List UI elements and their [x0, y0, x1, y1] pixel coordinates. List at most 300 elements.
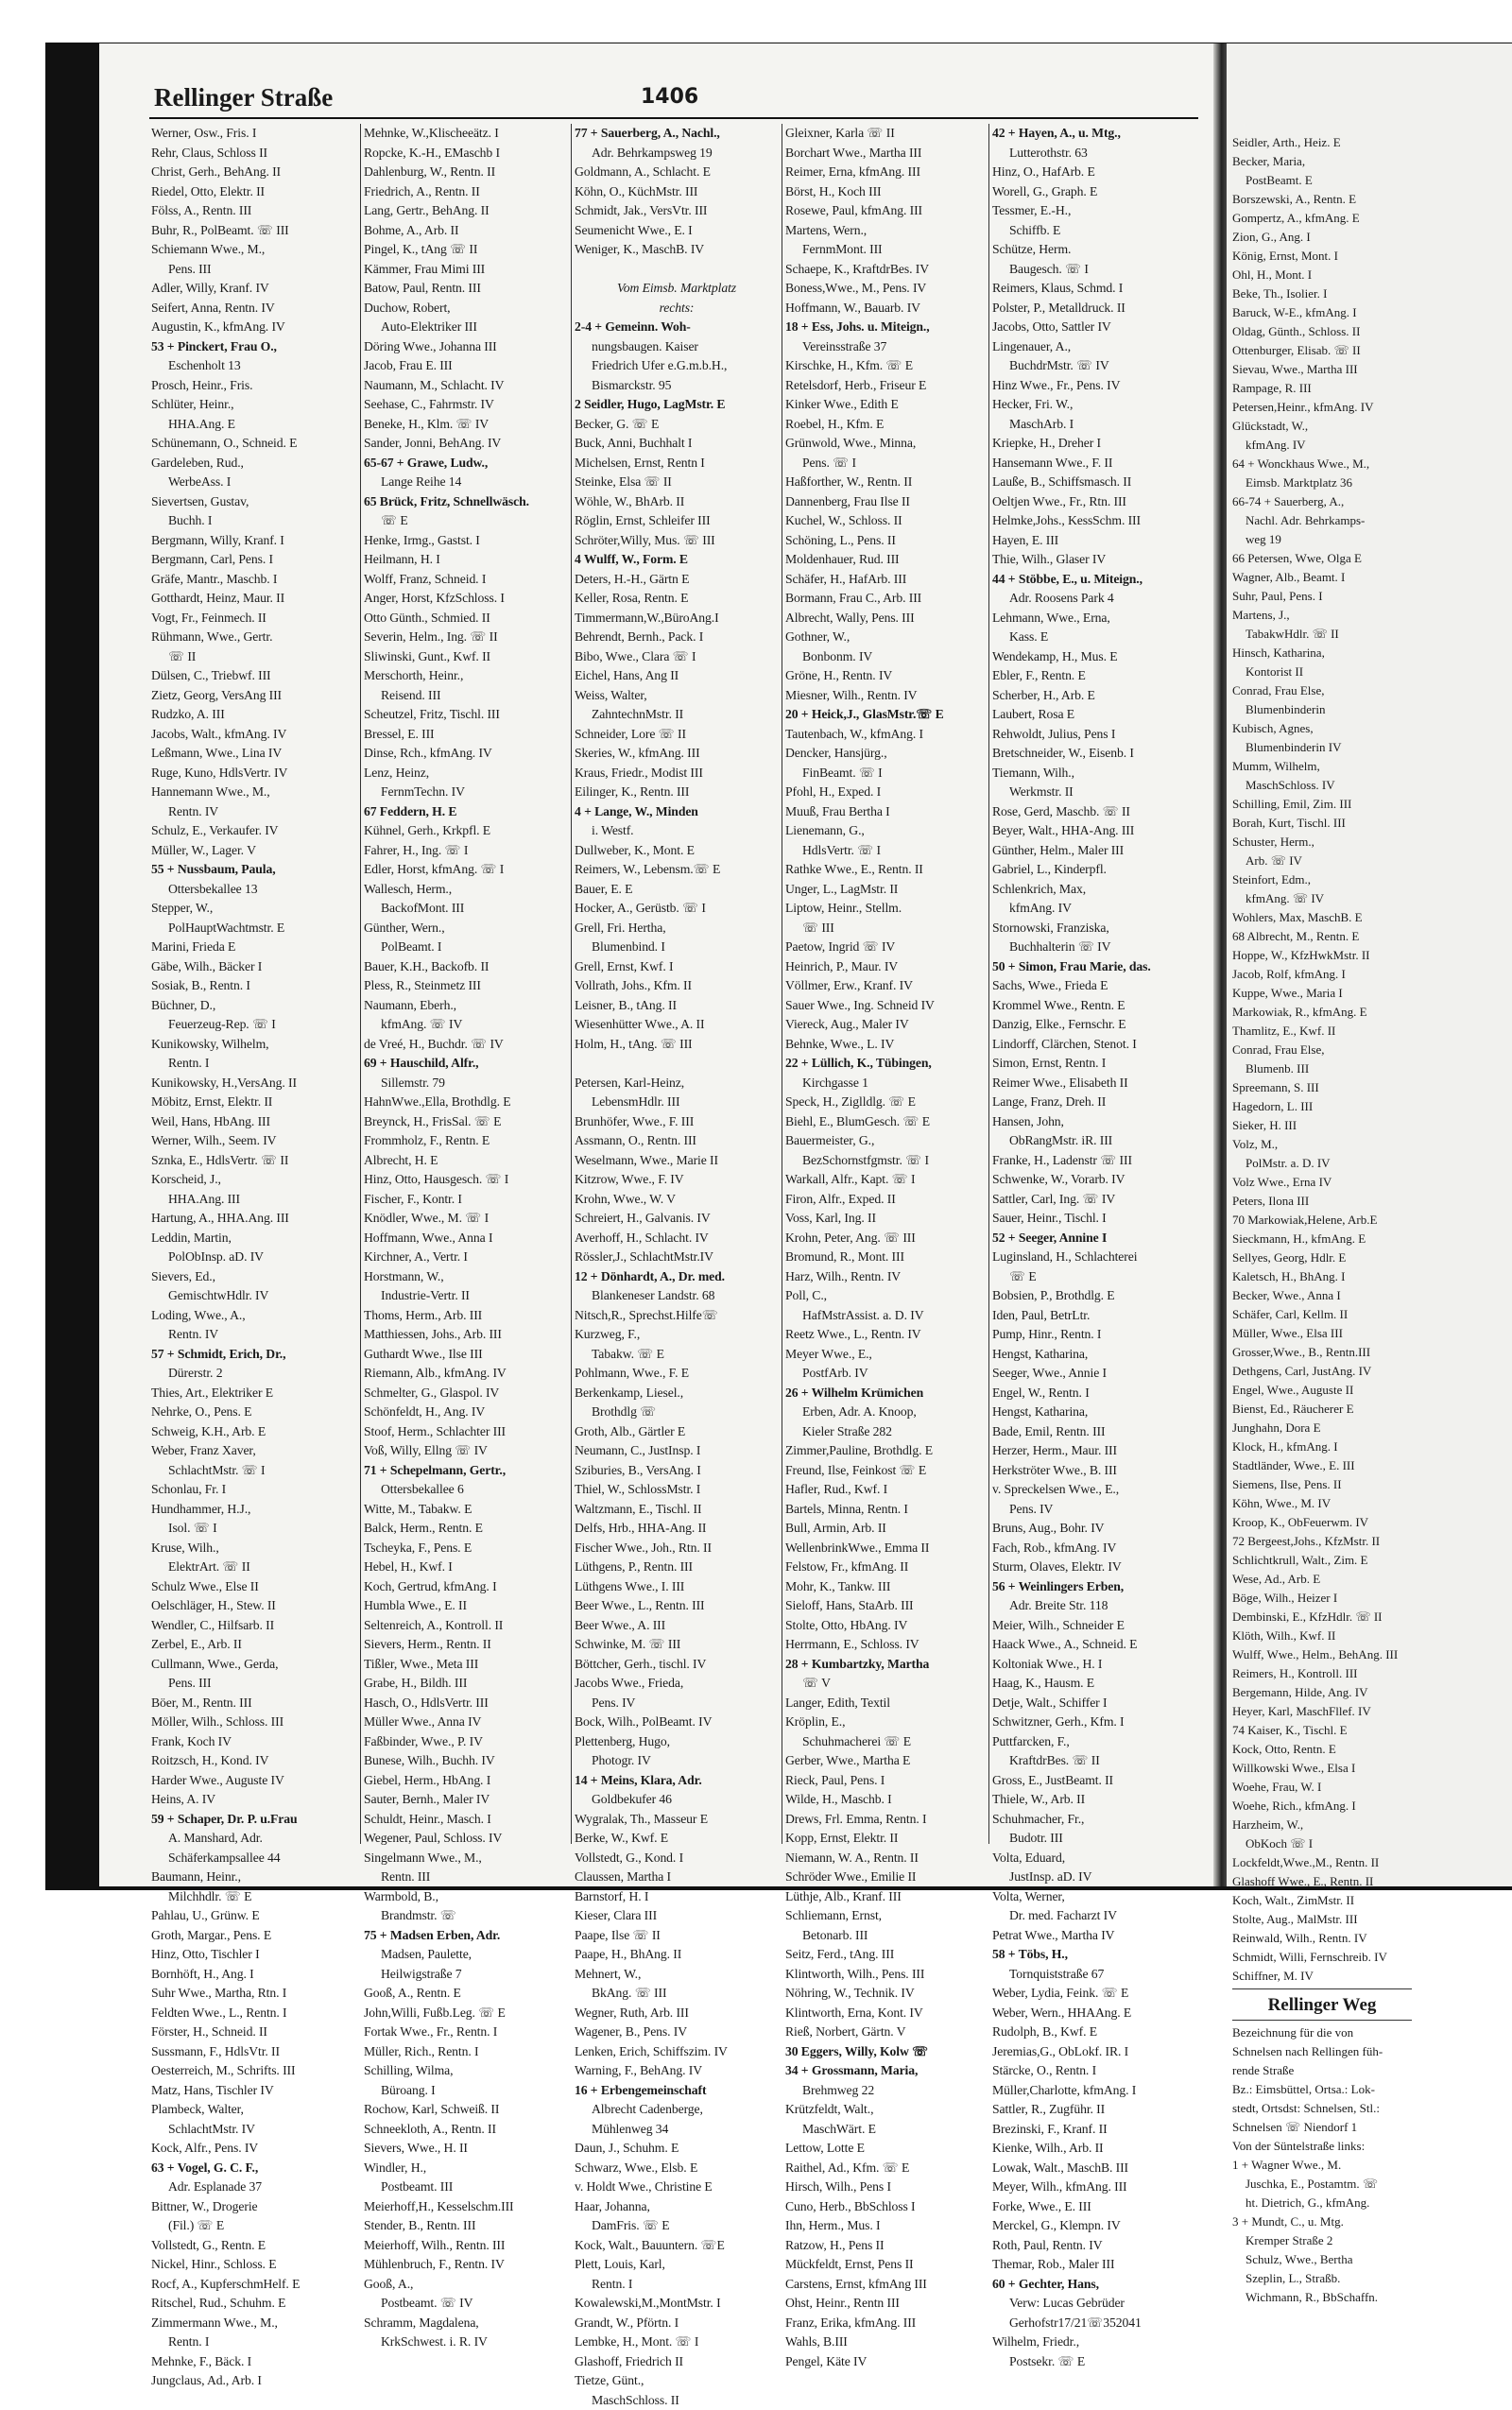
directory-entry: Tscheyka, F., Pens. E — [364, 1539, 568, 1558]
directory-entry: Raithel, Ad., Kfm. ☏ E — [785, 2159, 989, 2178]
directory-entry: Kinker Wwe., Edith E — [785, 395, 989, 415]
directory-entry: Wulff, Wwe., Helm., BehAng. III — [1232, 1645, 1412, 1664]
directory-entry: Adler, Willy, Kranf. IV — [151, 279, 355, 299]
directory-entry: Günther, Wern., — [364, 919, 568, 938]
directory-entry: Scheutzel, Fritz, Tischl. III — [364, 705, 568, 725]
directory-entry: Simon, Ernst, Rentn. I — [992, 1054, 1196, 1074]
directory-entry: Blankeneser Landstr. 68 — [575, 1286, 779, 1306]
directory-entry: Franz, Erika, kfmAng. III — [785, 2314, 989, 2333]
directory-entry: Wegner, Ruth, Arb. III — [575, 2004, 779, 2023]
directory-entry: Zerbel, E., Arb. II — [151, 1635, 355, 1655]
directory-entry: Rochow, Karl, Schweiß. II — [364, 2100, 568, 2120]
directory-entry: Böge, Wilh., Heizer I — [1232, 1589, 1412, 1608]
directory-entry: Gompertz, A., kfmAng. E — [1232, 209, 1412, 228]
directory-entry: Heilwigstraße 7 — [364, 1965, 568, 1985]
directory-entry: Stolte, Otto, HbAng. IV — [785, 1616, 989, 1636]
directory-entry: Klintworth, Wilh., Pens. III — [785, 1965, 989, 1985]
directory-entry: KraftdrBes. ☏ II — [992, 1751, 1196, 1771]
directory-entry: Wöhle, W., BhArb. II — [575, 492, 779, 512]
directory-entry: Bobsien, P., Brothdlg. E — [992, 1286, 1196, 1306]
directory-entry: Petersen, Karl-Heinz, — [575, 1074, 779, 1093]
directory-entry: Schiffner, M. IV — [1232, 1967, 1412, 1986]
directory-entry: Muuß, Frau Bertha I — [785, 802, 989, 822]
directory-entry: Laubert, Rosa E — [992, 705, 1196, 725]
directory-entry: Kunikowsky, H.,VersAng. II — [151, 1074, 355, 1093]
directory-entry: Edler, Horst, kfmAng. ☏ I — [364, 860, 568, 880]
directory-entry: ☏ V — [785, 1674, 989, 1694]
directory-entry: Ritschel, Rud., Schuhm. E — [151, 2294, 355, 2314]
directory-entry: Jungclaus, Ad., Arb. I — [151, 2371, 355, 2391]
directory-entry: Dembinski, E., KfzHdlr. ☏ II — [1232, 1608, 1412, 1627]
directory-entry: Lüthgens Wwe., I. III — [575, 1577, 779, 1597]
directory-entry: Rose, Gerd, Maschb. ☏ II — [992, 802, 1196, 822]
directory-entry: Schilling, Emil, Zim. III — [1232, 795, 1412, 814]
directory-entry: Wolff, Franz, Schneid. I — [364, 570, 568, 590]
directory-entry: Severin, Helm., Ing. ☏ II — [364, 628, 568, 647]
directory-entry: Becker, Wwe., Anna I — [1232, 1286, 1412, 1305]
directory-entry: Nickel, Hinr., Schloss. E — [151, 2255, 355, 2275]
directory-entry: Lauße, B., Schiffsmasch. II — [992, 473, 1196, 492]
directory-entry: WerbeAss. I — [151, 473, 355, 492]
directory-entry: Kirschke, H., Kfm. ☏ E — [785, 356, 989, 376]
directory-entry: Steinfort, Edm., — [1232, 870, 1412, 889]
directory-entry: Luginsland, H., Schlachterei — [992, 1248, 1196, 1267]
directory-entry: Mumm, Wilhelm, — [1232, 757, 1412, 776]
directory-entry: Windler, H., — [364, 2159, 568, 2178]
directory-entry: Vollrath, Johs., Kfm. II — [575, 976, 779, 996]
directory-entry: Herrmann, E., Schloss. IV — [785, 1635, 989, 1655]
directory-entry: Fahrer, H., Ing. ☏ I — [364, 841, 568, 861]
directory-entry: Jacobs Wwe., Frieda, — [575, 1674, 779, 1694]
directory-entry: Dethgens, Carl, JustAng. IV — [1232, 1362, 1412, 1381]
directory-entry: Betonarb. III — [785, 1926, 989, 1946]
directory-entry: Thoms, Herm., Arb. III — [364, 1306, 568, 1326]
directory-entry: Sauer, Heinr., Tischl. I — [992, 1209, 1196, 1229]
directory-entry: Dürerstr. 2 — [151, 1364, 355, 1384]
directory-entry: Hoppe, W., KfzHwkMstr. II — [1232, 946, 1412, 965]
directory-entry: Schramm, Magdalena, — [364, 2314, 568, 2333]
directory-entry: Poll, C., — [785, 1286, 989, 1306]
directory-entry: Nehrke, O., Pens. E — [151, 1403, 355, 1422]
directory-entry: Hoffmann, W., Bauarb. IV — [785, 299, 989, 318]
directory-entry: Grell, Ernst, Kwf. I — [575, 957, 779, 977]
directory-entry: ObRangMstr. iR. III — [992, 1131, 1196, 1151]
directory-entry: Harder Wwe., Auguste IV — [151, 1771, 355, 1791]
directory-entry: Rudolph, B., Kwf. E — [992, 2023, 1196, 2042]
directory-entry: Petrat Wwe., Martha IV — [992, 1926, 1196, 1946]
directory-entry: Bade, Emil, Rentn. III — [992, 1422, 1196, 1442]
directory-column-2 — [364, 124, 568, 2352]
directory-entry: Bauer, E. E — [575, 880, 779, 900]
directory-entry: Müller, W., Lager. V — [151, 841, 355, 861]
directory-entry: 77 + Sauerberg, A., Nachl., — [575, 124, 779, 144]
directory-entry: Krohn, Wwe., W. V — [575, 1190, 779, 1210]
directory-entry: Assmann, O., Rentn. III — [575, 1131, 779, 1151]
directory-entry: Friedrich Ufer e.G.m.b.H., — [575, 356, 779, 376]
directory-entry: Hansen, John, — [992, 1112, 1196, 1132]
directory-entry: 16 + Erbengemeinschaft — [575, 2081, 779, 2101]
directory-entry: 4 Wulff, W., Form. E — [575, 550, 779, 570]
directory-entry: Kroop, K., ObFeuerwm. IV — [1232, 1513, 1412, 1532]
directory-entry: Grosser,Wwe., B., Rentn.III — [1232, 1343, 1412, 1362]
directory-entry: Grabe, H., Bildh. III — [364, 1674, 568, 1694]
directory-entry: Stornowski, Franziska, — [992, 919, 1196, 938]
directory-entry: Heyer, Karl, MaschFllef. IV — [1232, 1702, 1412, 1721]
directory-entry: A. Manshard, Adr. — [151, 1829, 355, 1849]
directory-entry: Thamlitz, E., Kwf. II — [1232, 1022, 1412, 1041]
directory-entry: Dannenberg, Frau Ilse II — [785, 492, 989, 512]
directory-entry: Plettenberg, Hugo, — [575, 1732, 779, 1752]
directory-entry: Hayen, E. III — [992, 531, 1196, 551]
directory-entry: Eimsb. Marktplatz 36 — [1232, 473, 1412, 492]
directory-entry: Möller, Wilh., Schloss. III — [151, 1713, 355, 1732]
directory-entry: 28 + Kumbartzky, Martha — [785, 1655, 989, 1675]
directory-entry: Pens. III — [151, 1674, 355, 1694]
directory-entry: Mühlenweg 34 — [575, 2120, 779, 2140]
directory-entry: Albrecht Cadenberge, — [575, 2100, 779, 2120]
directory-entry: Reimers, Klaus, Schmd. I — [992, 279, 1196, 299]
right-page-column — [1232, 133, 1412, 2307]
directory-entry: Weber, Lydia, Feink. ☏ E — [992, 1984, 1196, 2004]
directory-entry: Reimers, W., Lebensm.☏ E — [575, 860, 779, 880]
directory-entry: Kuchel, W., Schloss. II — [785, 511, 989, 531]
directory-entry: Gabriel, L., Kinderpfl. — [992, 860, 1196, 880]
directory-entry: Kontorist II — [1232, 663, 1412, 681]
directory-entry: Mückfeldt, Ernst, Pens II — [785, 2255, 989, 2275]
directory-entry: Meier, Wilh., Schneider E — [992, 1616, 1196, 1636]
directory-entry: Korscheid, J., — [151, 1170, 355, 1190]
directory-entry: Kuppe, Wwe., Maria I — [1232, 984, 1412, 1003]
directory-entry: Bauermeister, G., — [785, 1131, 989, 1151]
directory-entry: Skeries, W., kfmAng. III — [575, 744, 779, 764]
directory-entry: Conrad, Frau Else, — [1232, 1041, 1412, 1059]
directory-entry: Postsekr. ☏ E — [992, 2352, 1196, 2372]
directory-entry: Schwitzner, Gerh., Kfm. I — [992, 1713, 1196, 1732]
directory-entry: 52 + Seeger, Annine I — [992, 1229, 1196, 1248]
directory-entry: Kraus, Friedr., Modist III — [575, 764, 779, 783]
directory-entry: Volta, Eduard, — [992, 1849, 1196, 1868]
directory-entry: PolHauptWachtmstr. E — [151, 919, 355, 938]
directory-entry: Nitsch,R., Sprechst.Hilfe☏ — [575, 1306, 779, 1326]
directory-entry: Kröplin, E., — [785, 1713, 989, 1732]
directory-entry: 4 + Lange, W., Minden — [575, 802, 779, 822]
directory-entry: Weiss, Walter, — [575, 686, 779, 706]
directory-entry: Merckel, G., Klempn. IV — [992, 2216, 1196, 2236]
directory-entry: Schröder Wwe., Emilie II — [785, 1868, 989, 1887]
directory-entry: Arb. ☏ IV — [1232, 852, 1412, 870]
directory-entry: Oelschläger, H., Stew. II — [151, 1596, 355, 1616]
directory-entry: kfmAng. ☏ IV — [364, 1015, 568, 1035]
directory-entry: Kopp, Ernst, Elektr. II — [785, 1829, 989, 1849]
directory-entry: ☏ II — [151, 647, 355, 667]
directory-entry: Themar, Rob., Maler III — [992, 2255, 1196, 2275]
directory-entry: SchlachtMstr. ☏ I — [151, 1461, 355, 1481]
directory-entry: Kriepke, H., Dreher I — [992, 434, 1196, 454]
directory-entry: Rentn. I — [575, 2275, 779, 2295]
directory-entry: Bretschneider, W., Eisenb. I — [992, 744, 1196, 764]
directory-entry: Schäfer, Carl, Kellm. II — [1232, 1305, 1412, 1324]
directory-entry: Paetow, Ingrid ☏ IV — [785, 938, 989, 957]
directory-entry: Frank, Koch IV — [151, 1732, 355, 1752]
directory-entry: HafMstrAssist. a. D. IV — [785, 1306, 989, 1326]
directory-entry: Riedel, Otto, Elektr. II — [151, 182, 355, 202]
directory-entry: Koch, Walt., ZimMstr. II — [1232, 1891, 1412, 1910]
directory-entry: Krohn, Peter, Ang. ☏ III — [785, 1229, 989, 1248]
directory-entry: Kock, Otto, Rentn. E — [1232, 1740, 1412, 1759]
directory-entry: Böttcher, Gerh., tischl. IV — [575, 1655, 779, 1675]
directory-entry: Hundhammer, H.J., — [151, 1500, 355, 1520]
directory-entry: Klock, H., kfmAng. I — [1232, 1437, 1412, 1456]
directory-entry: Suhr Wwe., Martha, Rtn. I — [151, 1984, 355, 2004]
directory-entry: Markowiak, R., kfmAng. E — [1232, 1003, 1412, 1022]
directory-entry: Leisner, B., tAng. II — [575, 996, 779, 1016]
directory-entry: Büroang. I — [364, 2081, 568, 2101]
directory-entry: Sziburies, B., VersAng. I — [575, 1461, 779, 1481]
directory-entry: Krommel Wwe., Rentn. E — [992, 996, 1196, 1016]
directory-entry: Ratzow, H., Pens II — [785, 2236, 989, 2256]
directory-entry: Bormann, Frau C., Arb. III — [785, 589, 989, 609]
directory-entry: Rehwoldt, Julius, Pens I — [992, 725, 1196, 745]
directory-entry: Goldmann, A., Schlacht. E — [575, 163, 779, 182]
directory-entry: Gäbe, Wilh., Bäcker I — [151, 957, 355, 977]
directory-entry: Schlenkrich, Max, — [992, 880, 1196, 900]
directory-entry: Döring Wwe., Johanna III — [364, 337, 568, 357]
directory-entry: Martens, Wern., — [785, 221, 989, 241]
directory-entry: Mehnert, W., — [575, 1965, 779, 1985]
directory-entry: MaschArb. I — [992, 415, 1196, 435]
directory-entry: Haack Wwe., A., Schneid. E — [992, 1635, 1196, 1655]
directory-entry: Brandmstr. ☏ — [364, 1906, 568, 1926]
directory-entry: 63 + Vogel, G. C. F., — [151, 2159, 355, 2178]
directory-entry: Woehe, Rich., kfmAng. I — [1232, 1797, 1412, 1816]
directory-entry: Meyer Wwe., E., — [785, 1345, 989, 1365]
directory-entry: Balck, Herm., Rentn. E — [364, 1519, 568, 1539]
directory-entry: Köhn, O., KüchMstr. III — [575, 182, 779, 202]
directory-entry: Weil, Hans, HbAng. III — [151, 1112, 355, 1132]
directory-entry: Beer Wwe., A. III — [575, 1616, 779, 1636]
directory-entry: Seidler, Arth., Heiz. E — [1232, 133, 1412, 152]
directory-entry: Boness,Wwe., M., Pens. IV — [785, 279, 989, 299]
directory-entry: Lockfeldt,Wwe.,M., Rentn. II — [1232, 1853, 1412, 1872]
directory-entry: Hansemann Wwe., F. II — [992, 454, 1196, 473]
directory-entry: Auto-Elektriker III — [364, 318, 568, 337]
directory-entry: Werner, Wilh., Seem. IV — [151, 1131, 355, 1151]
directory-entry: Schünemann, O., Schneid. E — [151, 434, 355, 454]
directory-entry: Mehnke, W.,Klischeeätz. I — [364, 124, 568, 144]
directory-entry: Voß, Willy, Ellng ☏ IV — [364, 1441, 568, 1461]
directory-entry: Schuster, Herm., — [1232, 833, 1412, 852]
directory-entry: Fölss, A., Rentn. III — [151, 201, 355, 221]
directory-entry: 12 + Dönhardt, A., Dr. med. — [575, 1267, 779, 1287]
directory-entry: Mühlenbruch, F., Rentn. IV — [364, 2255, 568, 2275]
directory-entry: Lembke, H., Mont. ☏ I — [575, 2333, 779, 2352]
directory-entry: Gröne, H., Rentn. IV — [785, 666, 989, 686]
directory-entry: Bressel, E. III — [364, 725, 568, 745]
directory-entry: 18 + Ess, Johs. u. Miteign., — [785, 318, 989, 337]
directory-entry: Tornquiststraße 67 — [992, 1965, 1196, 1985]
directory-entry: Blumenbind. I — [575, 938, 779, 957]
directory-entry: Glückstadt, W., — [1232, 417, 1412, 436]
directory-entry: Daun, J., Schuhm. E — [575, 2139, 779, 2159]
directory-entry: Berkenkamp, Liesel., — [575, 1384, 779, 1403]
directory-entry: Schmidt, Jak., VersVtr. III — [575, 201, 779, 221]
directory-entry: 14 + Meins, Klara, Adr. — [575, 1771, 779, 1791]
directory-entry: Wygralak, Th., Masseur E — [575, 1810, 779, 1830]
directory-entry: Hoffmann, Wwe., Anna I — [364, 1229, 568, 1248]
directory-entry: Pens. III — [151, 260, 355, 280]
directory-entry: Lang, Gertr., BehAng. II — [364, 201, 568, 221]
directory-entry: FernmTechn. IV — [364, 783, 568, 802]
directory-entry: Albrecht, H. E — [364, 1151, 568, 1171]
directory-entry: BackofMont. III — [364, 899, 568, 919]
directory-entry: Viereck, Aug., Maler IV — [785, 1015, 989, 1035]
directory-entry — [575, 260, 779, 280]
directory-entry: kfmAng. IV — [992, 899, 1196, 919]
directory-entry: Gerber, Wwe., Martha E — [785, 1751, 989, 1771]
directory-entry: MaschSchloss. II — [575, 2391, 779, 2410]
directory-entry: Pengel, Käte IV — [785, 2352, 989, 2372]
directory-entry: Gothner, W., — [785, 628, 989, 647]
directory-entry: Hinz, Otto, Tischler I — [151, 1945, 355, 1965]
directory-entry: Groth, Alb., Gärtler E — [575, 1422, 779, 1442]
directory-entry: Verw: Lucas Gebrüder — [992, 2294, 1196, 2314]
directory-entry: Bergmann, Willy, Kranf. I — [151, 531, 355, 551]
directory-entry: 20 + Heick,J., GlasMstr.☏ E — [785, 705, 989, 725]
directory-entry: Willkowski Wwe., Elsa I — [1232, 1759, 1412, 1778]
directory-entry: 71 + Schepelmann, Gertr., — [364, 1461, 568, 1481]
directory-entry: Volz Wwe., Erna IV — [1232, 1173, 1412, 1192]
directory-entry: Moldenhauer, Rud. III — [785, 550, 989, 570]
directory-entry: Schlichtkrull, Walt., Zim. E — [1232, 1551, 1412, 1570]
directory-entry: Ohl, H., Mont. I — [1232, 266, 1412, 284]
directory-column-4 — [785, 124, 989, 2371]
directory-entry: 1 + Wagner Wwe., M. — [1232, 2156, 1412, 2175]
directory-entry: Sznka, E., HdlsVertr. ☏ II — [151, 1151, 355, 1171]
directory-entry: König, Ernst, Mont. I — [1232, 247, 1412, 266]
directory-entry: Spreemann, S. III — [1232, 1078, 1412, 1097]
directory-entry: ht. Dietrich, G., kfmAng. — [1232, 2194, 1412, 2212]
directory-entry: Nachl. Adr. Behrkamps- — [1232, 511, 1412, 530]
directory-entry: KrkSchwest. i. R. IV — [364, 2333, 568, 2352]
directory-entry: Haßforther, W., Rentn. II — [785, 473, 989, 492]
directory-entry: Pahlau, U., Grünw. E — [151, 1906, 355, 1926]
directory-entry: Schnelsen nach Rellingen füh- — [1232, 2042, 1412, 2061]
directory-entry: Rentn. I — [151, 2333, 355, 2352]
directory-entry: Weber, Wern., HHAAng. E — [992, 2004, 1196, 2023]
directory-entry: 67 Feddern, H. E — [364, 802, 568, 822]
directory-entry: Ottersbekallee 6 — [364, 1480, 568, 1500]
directory-entry: Wagener, B., Pens. IV — [575, 2023, 779, 2042]
directory-entry: Schöning, L., Pens. II — [785, 531, 989, 551]
directory-entry: Kühnel, Gerh., Krkpfl. E — [364, 821, 568, 841]
directory-entry: Schäferkampsallee 44 — [151, 1849, 355, 1868]
directory-entry: Ottersbekallee 13 — [151, 880, 355, 900]
directory-entry: Bibo, Wwe., Clara ☏ I — [575, 647, 779, 667]
directory-entry: Zion, G., Ang. I — [1232, 228, 1412, 247]
directory-entry: Wiesenhütter Wwe., A. II — [575, 1015, 779, 1035]
directory-entry: Engel, Wwe., Auguste II — [1232, 1381, 1412, 1400]
directory-entry: Sauter, Bernh., Maler IV — [364, 1790, 568, 1810]
directory-entry: Pens. IV — [575, 1694, 779, 1713]
directory-entry: Duchow, Robert, — [364, 299, 568, 318]
directory-entry: Danzig, Elke., Fernschr. E — [992, 1015, 1196, 1035]
directory-entry: Fortak Wwe., Fr., Rentn. I — [364, 2023, 568, 2042]
directory-entry: Glashoff Wwe., E., Rentn. II — [1232, 1872, 1412, 1891]
directory-entry: Mehnke, F., Bäck. I — [151, 2352, 355, 2372]
directory-entry: Oesterreich, M., Schrifts. III — [151, 2061, 355, 2081]
directory-entry: 68 Albrecht, M., Rentn. E — [1232, 927, 1412, 946]
directory-entry: Rocf, A., KupferschmHelf. E — [151, 2275, 355, 2295]
directory-entry: Schuhmacher, Fr., — [992, 1810, 1196, 1830]
directory-entry: Giebel, Herm., HbAng. I — [364, 1771, 568, 1791]
directory-entry: Rentn. III — [364, 1868, 568, 1887]
directory-entry: SchlachtMstr. IV — [151, 2120, 355, 2140]
page-number: 1406 — [641, 85, 698, 109]
right-page — [1227, 43, 1512, 1886]
directory-entry: Hengst, Katharina, — [992, 1345, 1196, 1365]
directory-entry: Volta, Werner, — [992, 1887, 1196, 1907]
directory-entry: Zimmer,Pauline, Brothdlg. E — [785, 1441, 989, 1461]
directory-entry: 66-74 + Sauerberg, A., — [1232, 492, 1412, 511]
directory-entry: Dullweber, K., Mont. E — [575, 841, 779, 861]
directory-entry: Kass. E — [992, 628, 1196, 647]
directory-entry: Batow, Paul, Rentn. III — [364, 279, 568, 299]
directory-entry: 44 + Stöbbe, E., u. Miteign., — [992, 570, 1196, 590]
directory-entry: Roitzsch, H., Kond. IV — [151, 1751, 355, 1771]
directory-entry: 34 + Grossmann, Maria, — [785, 2061, 989, 2081]
directory-entry: Wahls, B.III — [785, 2333, 989, 2352]
directory-entry: Baruck, W-E., kfmAng. I — [1232, 303, 1412, 322]
directory-entry: Bohme, A., Arb. II — [364, 221, 568, 241]
directory-entry: Wichmann, R., BbSchaffn. — [1232, 2288, 1412, 2307]
directory-entry: Kock, Walt., Bauuntern. ☏E — [575, 2236, 779, 2256]
directory-entry: Stadtländer, Wwe., E. III — [1232, 1456, 1412, 1475]
directory-entry: Brunhöfer, Wwe., F. III — [575, 1112, 779, 1132]
directory-entry: Müller, Rich., Rentn. I — [364, 2042, 568, 2062]
directory-entry: Ihn, Herm., Mus. I — [785, 2216, 989, 2236]
directory-entry: Sauer Wwe., Ing. Schneid IV — [785, 996, 989, 1016]
directory-entry: Cuno, Herb., BbSchloss I — [785, 2197, 989, 2217]
directory-entry: Buhr, R., PolBeamt. ☏ III — [151, 221, 355, 241]
directory-entry: Michelsen, Ernst, Rentn I — [575, 454, 779, 473]
directory-entry: Seumenicht Wwe., E. I — [575, 221, 779, 241]
directory-entry: Buchhalterin ☏ IV — [992, 938, 1196, 957]
directory-entry: Feuerzeug-Rep. ☏ I — [151, 1015, 355, 1035]
directory-entry: 42 + Hayen, A., u. Mtg., — [992, 124, 1196, 144]
directory-entry: 58 + Töbs, H., — [992, 1945, 1196, 1965]
directory-entry: Budotr. III — [992, 1829, 1196, 1849]
directory-entry: nungsbaugen. Kaiser — [575, 337, 779, 357]
directory-entry: (Fil.) ☏ E — [151, 2216, 355, 2236]
column-divider — [360, 124, 361, 1844]
directory-entry: Mohr, K., Tankw. III — [785, 1577, 989, 1597]
directory-entry: Weselmann, Wwe., Marie II — [575, 1151, 779, 1171]
directory-entry: Beyer, Walt., HHA-Ang. III — [992, 821, 1196, 841]
directory-entry: Wese, Ad., Arb. E — [1232, 1570, 1412, 1589]
directory-entry: Kirchner, A., Vertr. I — [364, 1248, 568, 1267]
directory-entry: Warning, F., BehAng. IV — [575, 2061, 779, 2081]
directory-entry: Schütze, Herm. — [992, 240, 1196, 260]
directory-entry: Fischer Wwe., Joh., Rtn. II — [575, 1539, 779, 1558]
directory-entry: Augustin, K., kfmAng. IV — [151, 318, 355, 337]
directory-entry: Groth, Margar., Pens. E — [151, 1926, 355, 1946]
directory-entry: Woehe, Frau, W. I — [1232, 1778, 1412, 1797]
directory-entry: Rühmann, Wwe., Gertr. — [151, 628, 355, 647]
directory-entry: Suhr, Paul, Pens. I — [1232, 587, 1412, 606]
directory-entry: Wohlers, Max, MaschB. E — [1232, 908, 1412, 927]
directory-entry: Prosch, Heinr., Fris. — [151, 376, 355, 396]
directory-entry: Warkall, Alfr., Kapt. ☏ I — [785, 1170, 989, 1190]
